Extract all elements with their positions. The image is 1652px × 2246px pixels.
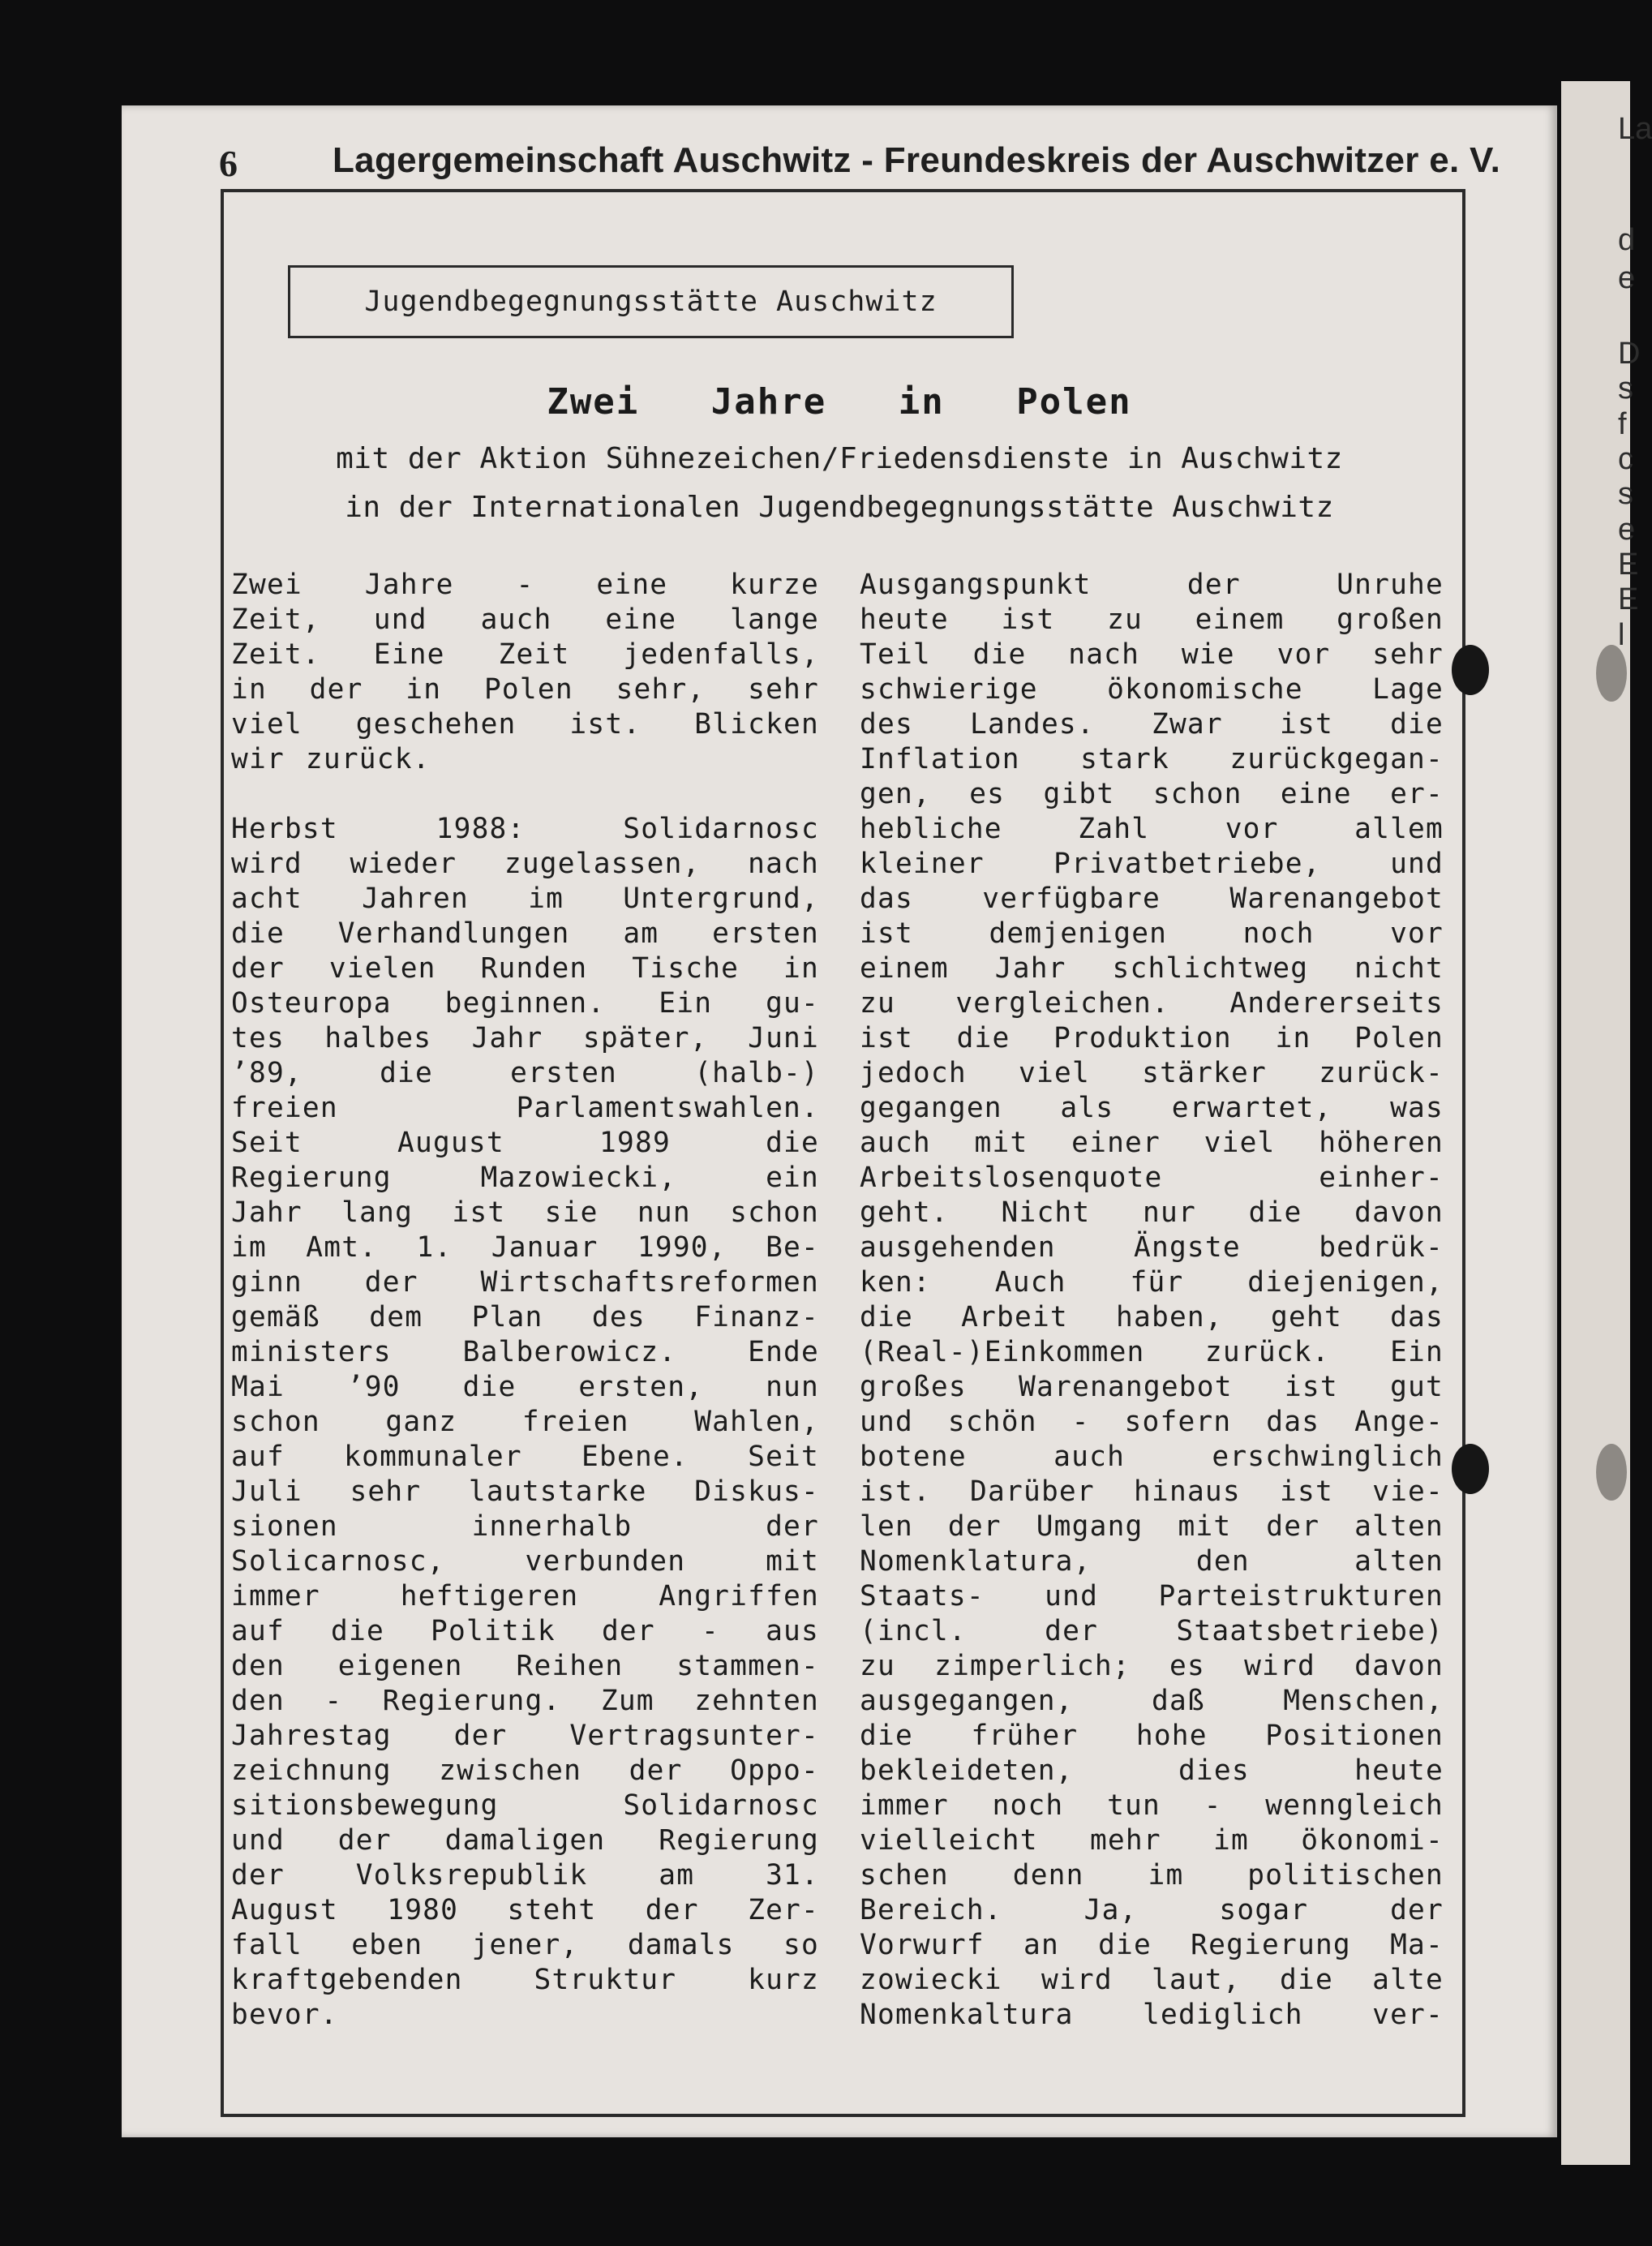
text-line: zu vergleichen. Andererseits bbox=[860, 987, 1444, 1020]
text-line: Jahr lang ist sie nun schon bbox=[231, 1196, 819, 1229]
next-page-fragment: e bbox=[1618, 513, 1636, 547]
text-line: in der in Polen sehr, sehr bbox=[231, 673, 819, 706]
text-line: kraftgebenden Struktur kurz bbox=[231, 1964, 819, 1996]
text-line: Zwei Jahre - eine kurze bbox=[231, 569, 819, 601]
text-line: ist. Darüber hinaus ist vie- bbox=[860, 1475, 1444, 1508]
text-line: und schön - sofern das Ange- bbox=[860, 1406, 1444, 1438]
text-line: auf kommunaler Ebene. Seit bbox=[231, 1441, 819, 1473]
next-page-fragment: s bbox=[1618, 477, 1633, 511]
text-line: ist die Produktion in Polen bbox=[860, 1022, 1444, 1054]
text-line: kleiner Privatbetriebe, und bbox=[860, 848, 1444, 880]
text-line: wir zurück. bbox=[231, 743, 431, 775]
text-line: freien Parlamentswahlen. bbox=[231, 1092, 819, 1124]
text-line: den eigenen Reihen stammen- bbox=[231, 1650, 819, 1682]
text-line: Arbeitslosenquote einher- bbox=[860, 1162, 1444, 1194]
text-line: botene auch erschwinglich bbox=[860, 1441, 1444, 1473]
text-line: gegangen als erwartet, was bbox=[860, 1092, 1444, 1124]
page-number: 6 bbox=[219, 143, 238, 184]
text-line: zowiecki wird laut, die alte bbox=[860, 1964, 1444, 1996]
article-subtitle-line-1: mit der Aktion Sühnezeichen/Friedensdienste in Auschwitz bbox=[336, 442, 1343, 475]
text-column-left bbox=[231, 568, 819, 2033]
paragraph-gap bbox=[231, 777, 819, 812]
text-line: Mai ’90 die ersten, nun bbox=[231, 1371, 819, 1403]
text-line: den - Regierung. Zum zehnten bbox=[231, 1685, 819, 1717]
text-line: ist demjenigen noch vor bbox=[860, 917, 1444, 950]
text-line: Inflation stark zurückgegan- bbox=[860, 743, 1444, 775]
text-line: heute ist zu einem großen bbox=[860, 603, 1444, 636]
next-page-fragment: La bbox=[1618, 112, 1652, 146]
text-line: bevor. bbox=[231, 1999, 338, 2031]
next-page-fragment: f bbox=[1618, 407, 1627, 441]
text-line: Juli sehr lautstarke Diskus- bbox=[231, 1475, 819, 1508]
text-line: großes Warenangebot ist gut bbox=[860, 1371, 1444, 1403]
text-line: gemäß dem Plan des Finanz- bbox=[231, 1301, 819, 1333]
article-subtitle-line-2: in der Internationalen Jugendbegegnungsstätte Auschwitz bbox=[345, 491, 1334, 524]
text-line: ausgegangen, daß Menschen, bbox=[860, 1685, 1444, 1717]
text-line: immer noch tun - wenngleich bbox=[860, 1789, 1444, 1822]
text-line: das verfügbare Warenangebot bbox=[860, 883, 1444, 915]
next-page-fragment: c bbox=[1618, 442, 1633, 476]
punch-hole-shadow bbox=[1596, 1444, 1627, 1501]
text-line: gen, es gibt schon eine er- bbox=[860, 778, 1444, 810]
text-line: (Real-)Einkommen zurück. Ein bbox=[860, 1336, 1444, 1368]
text-line: fall eben jener, damals so bbox=[231, 1929, 819, 1961]
text-line: Nomenklatura, den alten bbox=[860, 1545, 1444, 1578]
text-line: die früher hohe Positionen bbox=[860, 1720, 1444, 1752]
section-label-box: Jugendbegegnungsstätte Auschwitz bbox=[288, 265, 1014, 338]
text-line: hebliche Zahl vor allem bbox=[860, 813, 1444, 845]
text-line: immer heftigeren Angriffen bbox=[231, 1580, 819, 1613]
text-line: Seit August 1989 die bbox=[231, 1127, 819, 1159]
text-line: zeichnung zwischen der Oppo- bbox=[231, 1754, 819, 1787]
adjacent-page-edge bbox=[1561, 81, 1652, 2165]
text-line: Solicarnosc, verbunden mit bbox=[231, 1545, 819, 1578]
text-line: schen denn im politischen bbox=[860, 1859, 1444, 1892]
text-line: Zeit. Eine Zeit jedenfalls, bbox=[231, 638, 819, 671]
article-title: Zwei Jahre in Polen bbox=[547, 381, 1132, 423]
text-column-right bbox=[860, 568, 1444, 2033]
text-line: Ausgangspunkt der Unruhe bbox=[860, 569, 1444, 601]
next-page-fragment: l bbox=[1618, 618, 1625, 652]
text-line: Bereich. Ja, sogar der bbox=[860, 1894, 1444, 1926]
next-page-fragment: D bbox=[1618, 337, 1641, 371]
next-page-fragment: s bbox=[1618, 371, 1633, 406]
text-line: schon ganz freien Wahlen, bbox=[231, 1406, 819, 1438]
text-line: schwierige ökonomische Lage bbox=[860, 673, 1444, 706]
punch-hole-shadow bbox=[1596, 645, 1627, 702]
text-line: ginn der Wirtschaftsreformen bbox=[231, 1266, 819, 1299]
text-line: einem Jahr schlichtweg nicht bbox=[860, 952, 1444, 985]
text-line: auf die Politik der - aus bbox=[231, 1615, 819, 1647]
next-page-fragment: d bbox=[1618, 223, 1636, 257]
next-page-fragment: E bbox=[1618, 582, 1639, 616]
text-line: jedoch viel stärker zurück- bbox=[860, 1057, 1444, 1089]
text-line: auch mit einer viel höheren bbox=[860, 1127, 1444, 1159]
punch-hole bbox=[1452, 645, 1489, 695]
running-title: Lagergemeinschaft Auschwitz - Freundeskreis der Auschwitzer e. V. bbox=[333, 140, 1501, 180]
text-line: Osteuropa beginnen. Ein gu- bbox=[231, 987, 819, 1020]
text-line: Staats- und Parteistrukturen bbox=[860, 1580, 1444, 1613]
text-line: August 1980 steht der Zer- bbox=[231, 1894, 819, 1926]
text-line: ’89, die ersten (halb-) bbox=[231, 1057, 819, 1089]
text-line: sitionsbewegung Solidarnosc bbox=[231, 1789, 819, 1822]
text-line: len der Umgang mit der alten bbox=[860, 1510, 1444, 1543]
page-header bbox=[219, 134, 1501, 191]
text-line: Regierung Mazowiecki, ein bbox=[231, 1162, 819, 1194]
text-line: ausgehenden Ängste bedrük- bbox=[860, 1231, 1444, 1264]
text-line: viel geschehen ist. Blicken bbox=[231, 708, 819, 741]
text-line: tes halbes Jahr später, Juni bbox=[231, 1022, 819, 1054]
text-line: Jahrestag der Vertragsunter- bbox=[231, 1720, 819, 1752]
text-line: acht Jahren im Untergrund, bbox=[231, 883, 819, 915]
text-line: Zeit, und auch eine lange bbox=[231, 603, 819, 636]
punch-hole bbox=[1452, 1444, 1489, 1494]
text-line: der Volksrepublik am 31. bbox=[231, 1859, 819, 1892]
text-line: ministers Balberowicz. Ende bbox=[231, 1336, 819, 1368]
text-line: bekleideten, dies heute bbox=[860, 1754, 1444, 1787]
text-line: (incl. der Staatsbetriebe) bbox=[860, 1615, 1444, 1647]
text-line: vielleicht mehr im ökonomi- bbox=[860, 1824, 1444, 1857]
text-line: und der damaligen Regierung bbox=[231, 1824, 819, 1857]
next-page-fragment: E bbox=[1618, 548, 1639, 582]
text-line: Vorwurf an die Regierung Ma- bbox=[860, 1929, 1444, 1961]
text-line: des Landes. Zwar ist die bbox=[860, 708, 1444, 741]
next-page-fragment: e bbox=[1618, 261, 1636, 295]
text-line: ken: Auch für diejenigen, bbox=[860, 1266, 1444, 1299]
text-line: geht. Nicht nur die davon bbox=[860, 1196, 1444, 1229]
text-line: wird wieder zugelassen, nach bbox=[231, 848, 819, 880]
text-line: die Arbeit haben, geht das bbox=[860, 1301, 1444, 1333]
text-line: Teil die nach wie vor sehr bbox=[860, 638, 1444, 671]
text-line: die Verhandlungen am ersten bbox=[231, 917, 819, 950]
text-line: im Amt. 1. Januar 1990, Be- bbox=[231, 1231, 819, 1264]
text-line: der vielen Runden Tische in bbox=[231, 952, 819, 985]
text-line: Nomenkaltura lediglich ver- bbox=[860, 1999, 1444, 2031]
text-line: zu zimperlich; es wird davon bbox=[860, 1650, 1444, 1682]
text-line: Herbst 1988: Solidarnosc bbox=[231, 813, 819, 845]
text-line: sionen innerhalb der bbox=[231, 1510, 819, 1543]
